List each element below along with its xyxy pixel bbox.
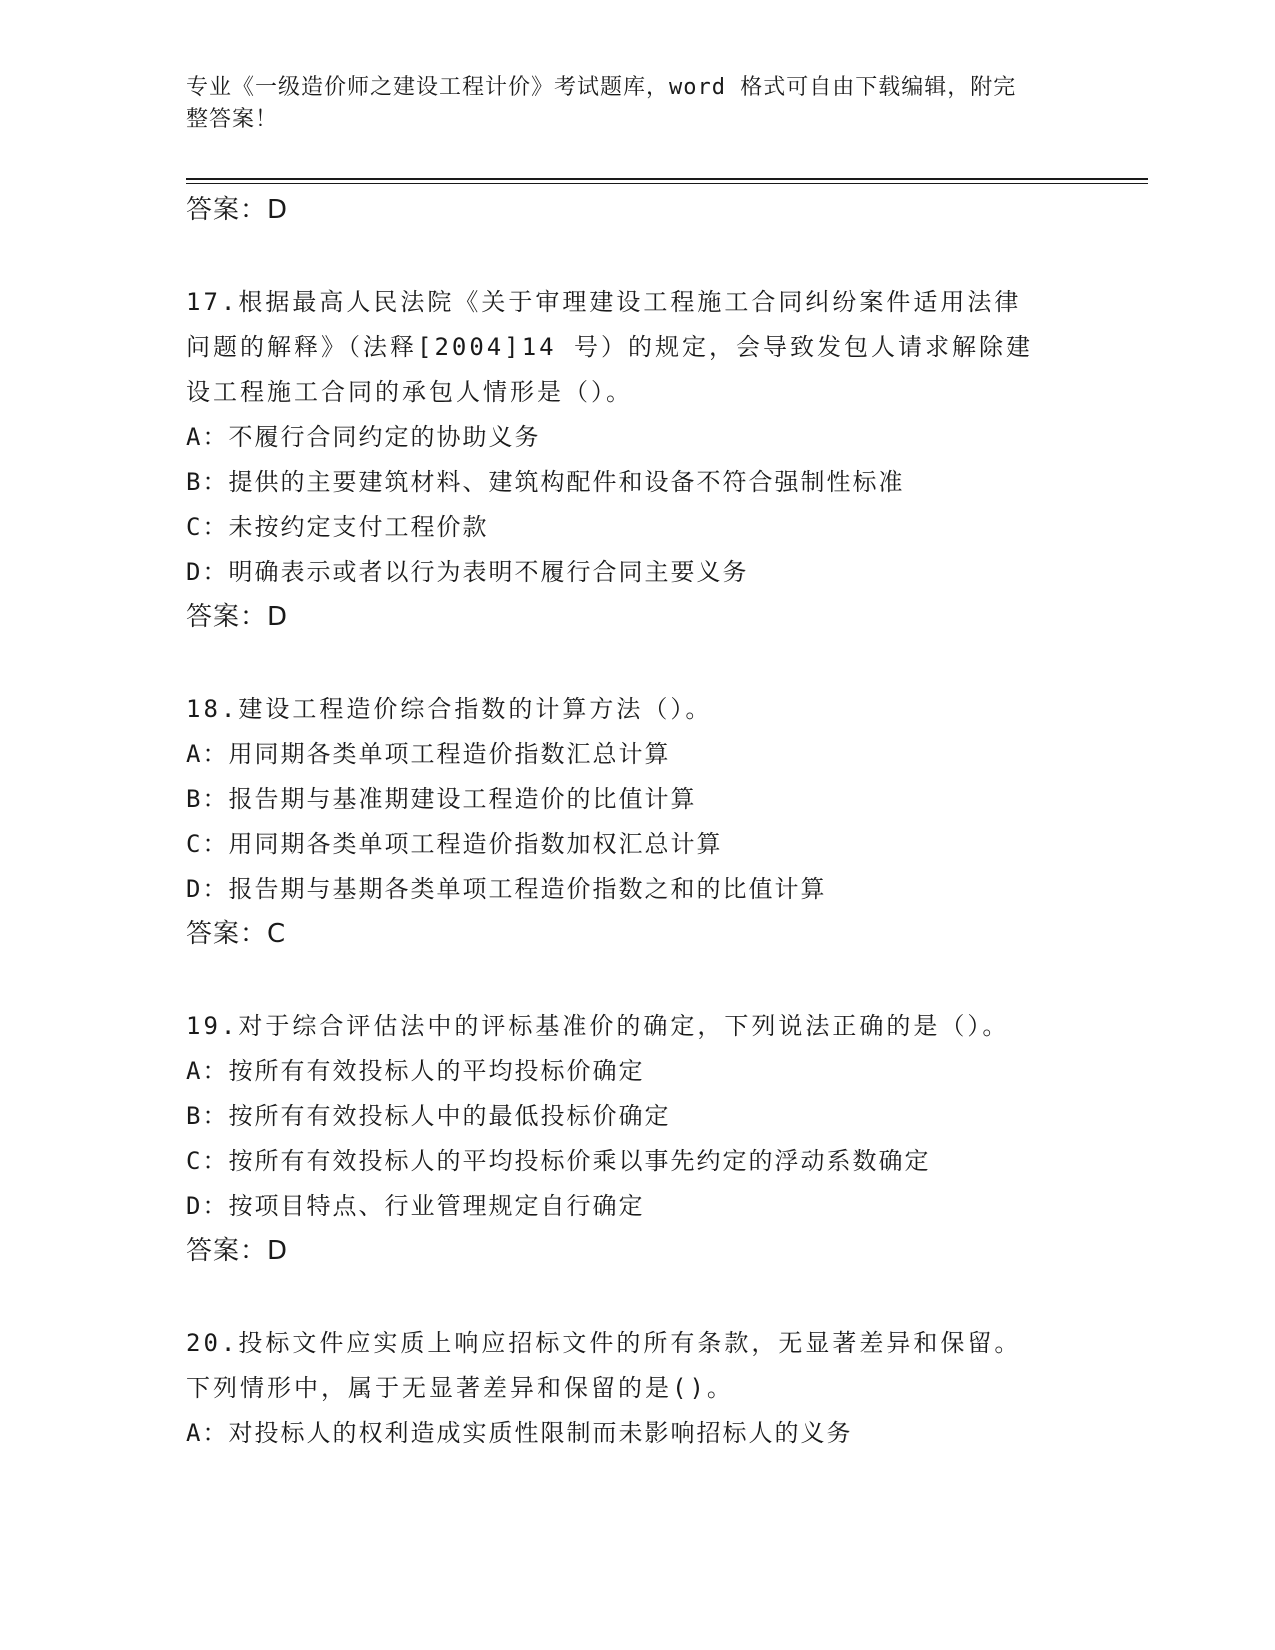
question-17-option-d: D：明确表示或者以行为表明不履行合同主要义务 (186, 558, 749, 586)
header-line-1: 专业《一级造价师之建设工程计价》考试题库，word 格式可自由下载编辑，附完 (186, 75, 1017, 100)
question-19-option-d: D：按项目特点、行业管理规定自行确定 (186, 1192, 645, 1220)
question-17-text-1: 17.根据最高人民法院《关于审理建设工程施工合同纠纷案件适用法律 (186, 288, 1022, 316)
question-17-option-a: A：不履行合同约定的协助义务 (186, 423, 541, 451)
question-18-option-c: C：用同期各类单项工程造价指数加权汇总计算 (186, 830, 723, 858)
header-rule-thick (186, 178, 1148, 180)
answer-18: 答案：C (186, 919, 287, 949)
question-19-option-a: A：按所有有效投标人的平均投标价确定 (186, 1057, 645, 1085)
question-17-option-b: B：提供的主要建筑材料、建筑构配件和设备不符合强制性标准 (186, 468, 905, 496)
question-19-text-1: 19.对于综合评估法中的评标基准价的确定，下列说法正确的是（）。 (186, 1012, 1010, 1040)
question-20 (186, 1321, 1086, 1456)
spacer (186, 233, 1086, 280)
question-17-option-c: C：未按约定支付工程价款 (186, 513, 489, 541)
question-17-text-3: 设工程施工合同的承包人情形是（）。 (186, 378, 633, 406)
question-18-option-d: D：报告期与基期各类单项工程造价指数之和的比值计算 (186, 875, 827, 903)
header-line-2: 整答案！ (186, 107, 279, 132)
question-19-option-c: C：按所有有效投标人的平均投标价乘以事先约定的浮动系数确定 (186, 1147, 931, 1175)
spacer (186, 1274, 1086, 1321)
header-rule-thin (186, 183, 1148, 184)
question-19-option-b: B：按所有有效投标人中的最低投标价确定 (186, 1102, 671, 1130)
question-20-text-2: 下列情形中，属于无显著差异和保留的是()。 (186, 1374, 734, 1402)
question-20-text-1: 20.投标文件应实质上响应招标文件的所有条款，无显著差异和保留。 (186, 1329, 1022, 1357)
question-18-option-a: A：用同期各类单项工程造价指数汇总计算 (186, 740, 671, 768)
question-18 (186, 687, 1086, 957)
spacer (186, 957, 1086, 1004)
question-20-option-a: A：对投标人的权利造成实质性限制而未影响招标人的义务 (186, 1419, 853, 1447)
question-content (186, 188, 1086, 1456)
question-18-text-1: 18.建设工程造价综合指数的计算方法（）。 (186, 695, 713, 723)
question-18-option-b: B：报告期与基准期建设工程造价的比值计算 (186, 785, 697, 813)
question-19 (186, 1004, 1086, 1274)
question-17 (186, 280, 1086, 640)
question-17-text-2: 问题的解释》（法释[2004]14 号）的规定，会导致发包人请求解除建 (186, 333, 1034, 361)
spacer (186, 640, 1086, 687)
answer-16: 答案：D (186, 195, 289, 225)
answer-17: 答案：D (186, 602, 289, 632)
answer-19: 答案：D (186, 1236, 289, 1266)
page-header (186, 72, 1086, 136)
